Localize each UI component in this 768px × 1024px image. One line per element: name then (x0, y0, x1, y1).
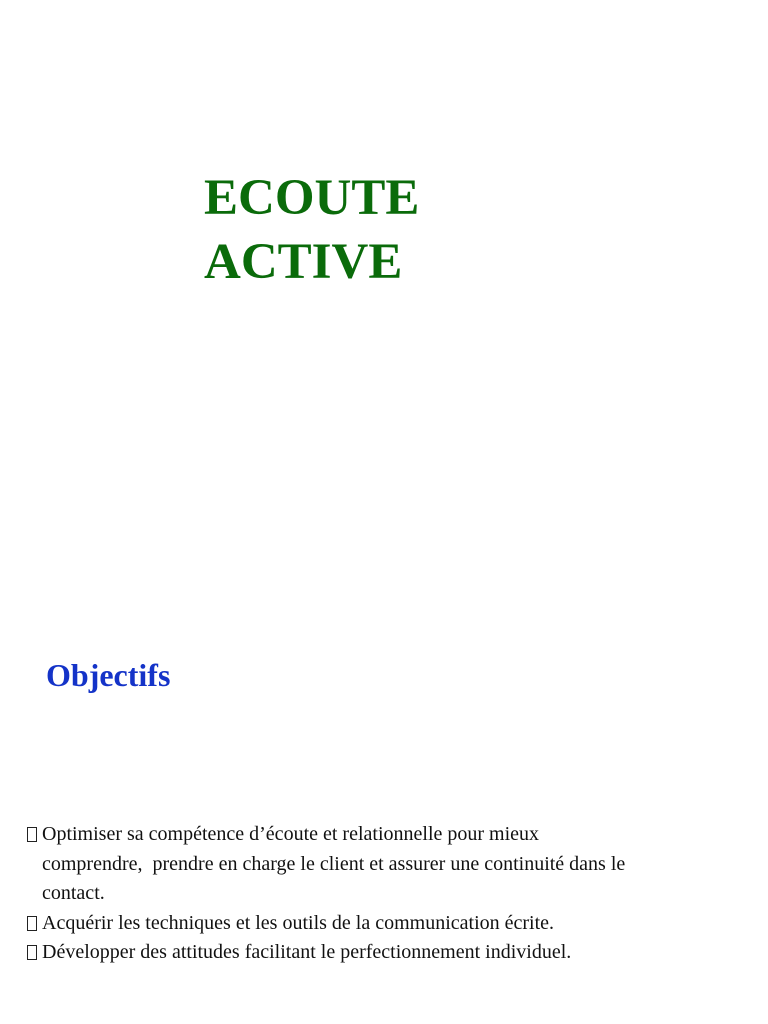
objective-item (24, 820, 724, 909)
objective-item (24, 938, 724, 968)
objectives-list (24, 820, 724, 968)
missing-glyph-bullet-icon (27, 945, 37, 960)
objective-item (24, 909, 724, 939)
missing-glyph-bullet-icon (27, 827, 37, 842)
title-line-2: ACTIVE (204, 234, 403, 290)
objective-text-line: comprendre, prendre en charge le client et assurer une continuité dans le (42, 852, 626, 875)
missing-glyph-bullet-icon (27, 916, 37, 931)
objective-text-line: Optimiser sa compétence d’écoute et relationnelle pour mieux (42, 823, 540, 845)
objective-text-line: Acquérir les techniques et les outils de la communication écrite. (42, 911, 555, 934)
document-title (204, 166, 419, 294)
objective-text-line: contact. (42, 882, 105, 905)
objectives-heading: Objectifs (46, 657, 171, 693)
title-line-1: ECOUTE (204, 170, 420, 226)
objective-text-line: Développer des attitudes facilitant le perfectionnement individuel. (42, 941, 572, 964)
